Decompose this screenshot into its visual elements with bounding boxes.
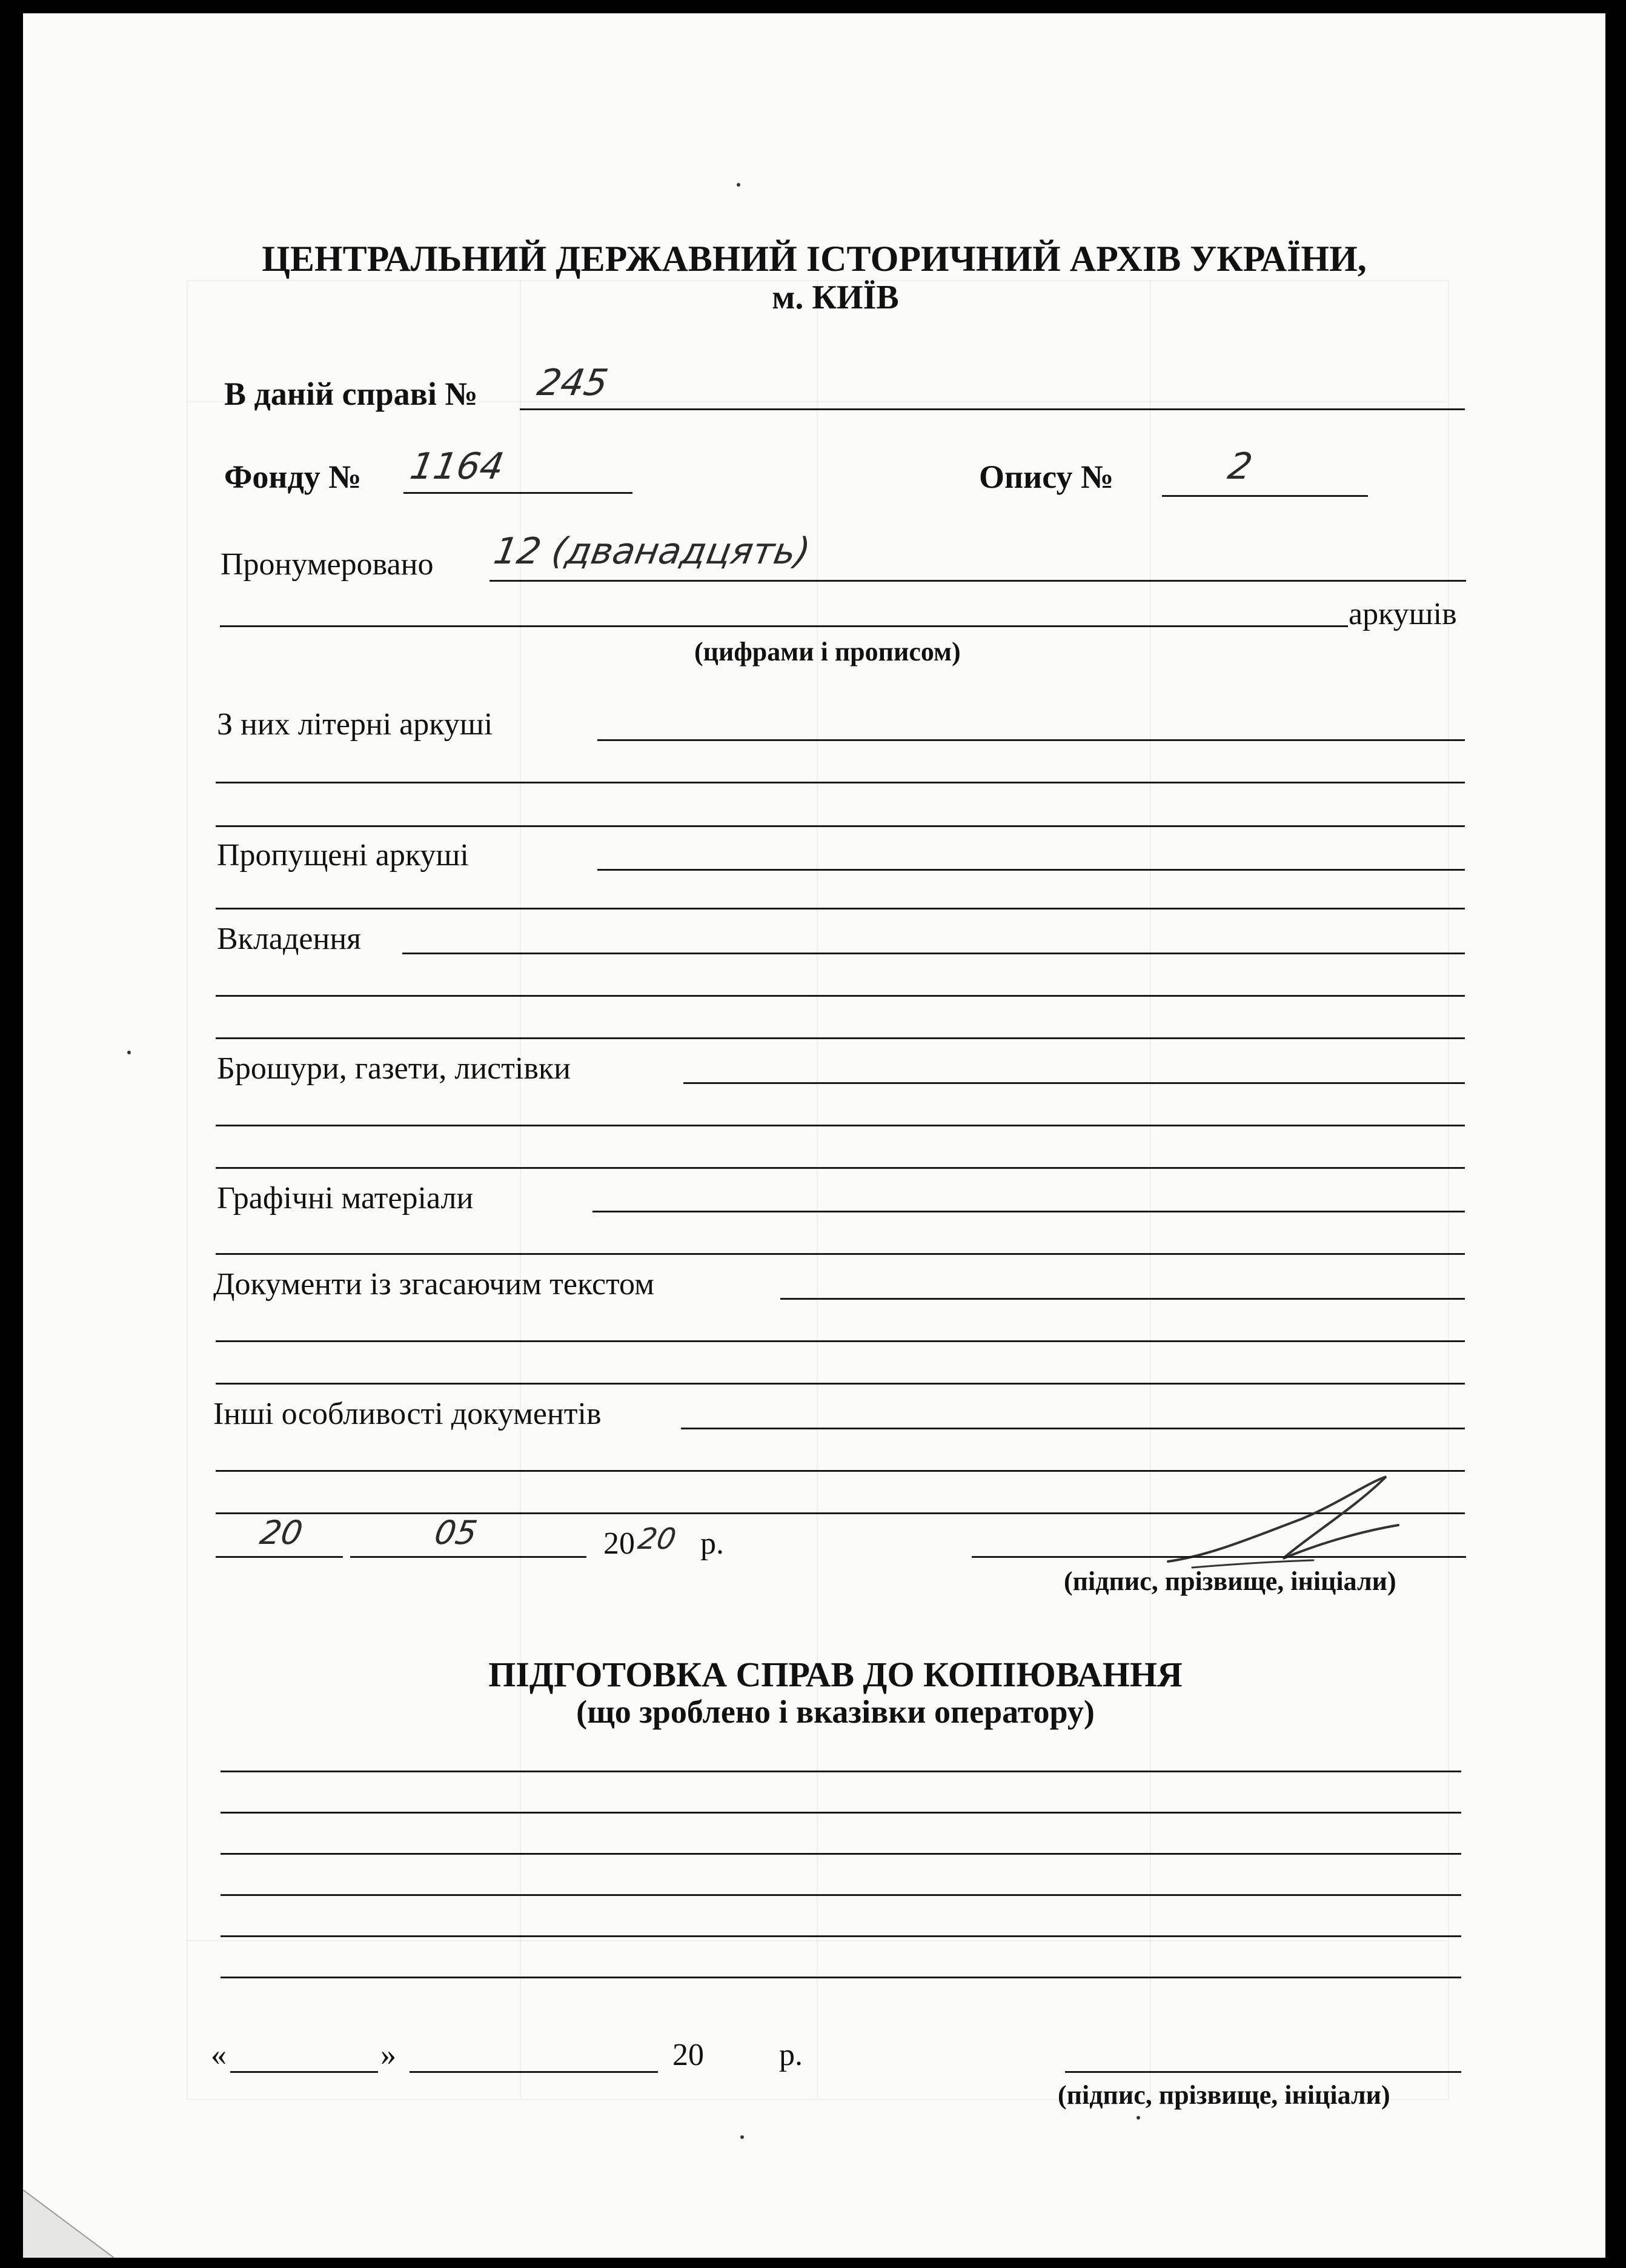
- case-number-line: [520, 408, 1465, 410]
- blank-line: [216, 1125, 1465, 1126]
- field-litera-line: [597, 739, 1465, 741]
- date1-day-line: [216, 1556, 343, 1558]
- blank-line: [216, 1037, 1465, 1039]
- signature-2-caption: (підпис, прізвище, ініціали): [1058, 2080, 1390, 2110]
- date1-month: 05: [431, 1514, 480, 1552]
- date1-month-line: [350, 1556, 586, 1558]
- notes-line: [221, 1771, 1461, 1772]
- opys-value: 2: [1224, 445, 1256, 488]
- field-missing-line: [597, 869, 1465, 871]
- opys-label: Опису №: [979, 459, 1114, 495]
- fond-label: Фонду №: [224, 459, 362, 495]
- field-attachments-line: [402, 953, 1465, 954]
- blank-line: [216, 782, 1465, 783]
- signature-1-line: [972, 1556, 1466, 1558]
- blank-line: [216, 1383, 1465, 1385]
- section2-subtitle: (що зроблено і вказівки оператору): [576, 1694, 1095, 1730]
- opys-line: [1162, 495, 1368, 497]
- bleed-through-line: [187, 1940, 1447, 1941]
- date1-day: 20: [257, 1514, 306, 1552]
- date1-year-suffix: 20: [635, 1522, 679, 1556]
- speck: [737, 183, 740, 187]
- field-fading-line: [780, 1298, 1465, 1300]
- blank-line: [216, 1340, 1465, 1342]
- numbered-line: [489, 580, 1466, 582]
- notes-line: [221, 1853, 1461, 1855]
- speck: [1137, 2116, 1140, 2120]
- field-graphic-line: [592, 1211, 1465, 1212]
- numbered-line-2: [220, 625, 1348, 627]
- numbered-value: 12 (дванадцять): [490, 530, 814, 573]
- archive-form-sheet: [23, 13, 1605, 2258]
- numbered-hint: (цифрами і прописом): [694, 637, 961, 667]
- case-number-label: В даній справі №: [224, 376, 478, 412]
- numbered-label: Пронумеровано: [221, 547, 434, 582]
- archive-city: м. КИЇВ: [772, 279, 899, 316]
- speck: [740, 2135, 744, 2139]
- archive-name: ЦЕНТРАЛЬНИЙ ДЕРЖАВНИЙ ІСТОРИЧНИЙ АРХІВ УКРАЇНИ,: [262, 239, 1367, 279]
- blank-line: [216, 908, 1465, 910]
- field-graphic-label: Графічні матеріали: [217, 1181, 474, 1215]
- fond-line: [403, 492, 632, 494]
- field-attachments-label: Вкладення: [217, 922, 362, 956]
- field-litera-label: З них літерні аркуші: [217, 707, 493, 742]
- date2-close-quote: »: [380, 2038, 396, 2072]
- numbered-unit: аркушів: [1349, 597, 1457, 631]
- field-missing-label: Пропущені аркуші: [217, 838, 469, 873]
- date2-day-line: [230, 2071, 378, 2073]
- date2-month-line: [410, 2071, 658, 2073]
- date2-open-quote: «: [211, 2038, 227, 2072]
- folded-corner: [23, 2190, 114, 2258]
- date1-year-unit: р.: [700, 1526, 724, 1561]
- blank-line: [216, 1167, 1465, 1169]
- bleed-through-line: [1150, 280, 1151, 2098]
- case-number-value: 245: [534, 362, 611, 404]
- field-other-label: Інші особливості документів: [213, 1397, 602, 1431]
- bleed-through-line: [817, 280, 818, 2098]
- blank-line: [216, 825, 1465, 827]
- field-brochures-line: [683, 1082, 1465, 1084]
- notes-line: [221, 1812, 1461, 1814]
- signature-1-caption: (підпис, прізвище, ініціали): [1064, 1566, 1396, 1596]
- blank-line: [216, 1253, 1465, 1255]
- field-other-line: [681, 1428, 1465, 1429]
- signature-2-line: [1065, 2071, 1461, 2073]
- notes-line: [221, 1935, 1461, 1937]
- speck: [127, 1051, 131, 1054]
- field-fading-label: Документи із згасаючим текстом: [213, 1267, 654, 1302]
- blank-line: [216, 995, 1465, 997]
- notes-line: [221, 1894, 1461, 1896]
- date2-year: 20: [672, 2038, 704, 2072]
- notes-line: [221, 1977, 1461, 1978]
- date1-year-prefix: 20: [603, 1526, 635, 1561]
- fond-value: 1164: [406, 445, 507, 488]
- date2-year-unit: р.: [779, 2038, 803, 2072]
- section2-title: ПІДГОТОВКА СПРАВ ДО КОПІЮВАННЯ: [488, 1655, 1183, 1694]
- field-brochures-label: Брошури, газети, листівки: [217, 1051, 571, 1086]
